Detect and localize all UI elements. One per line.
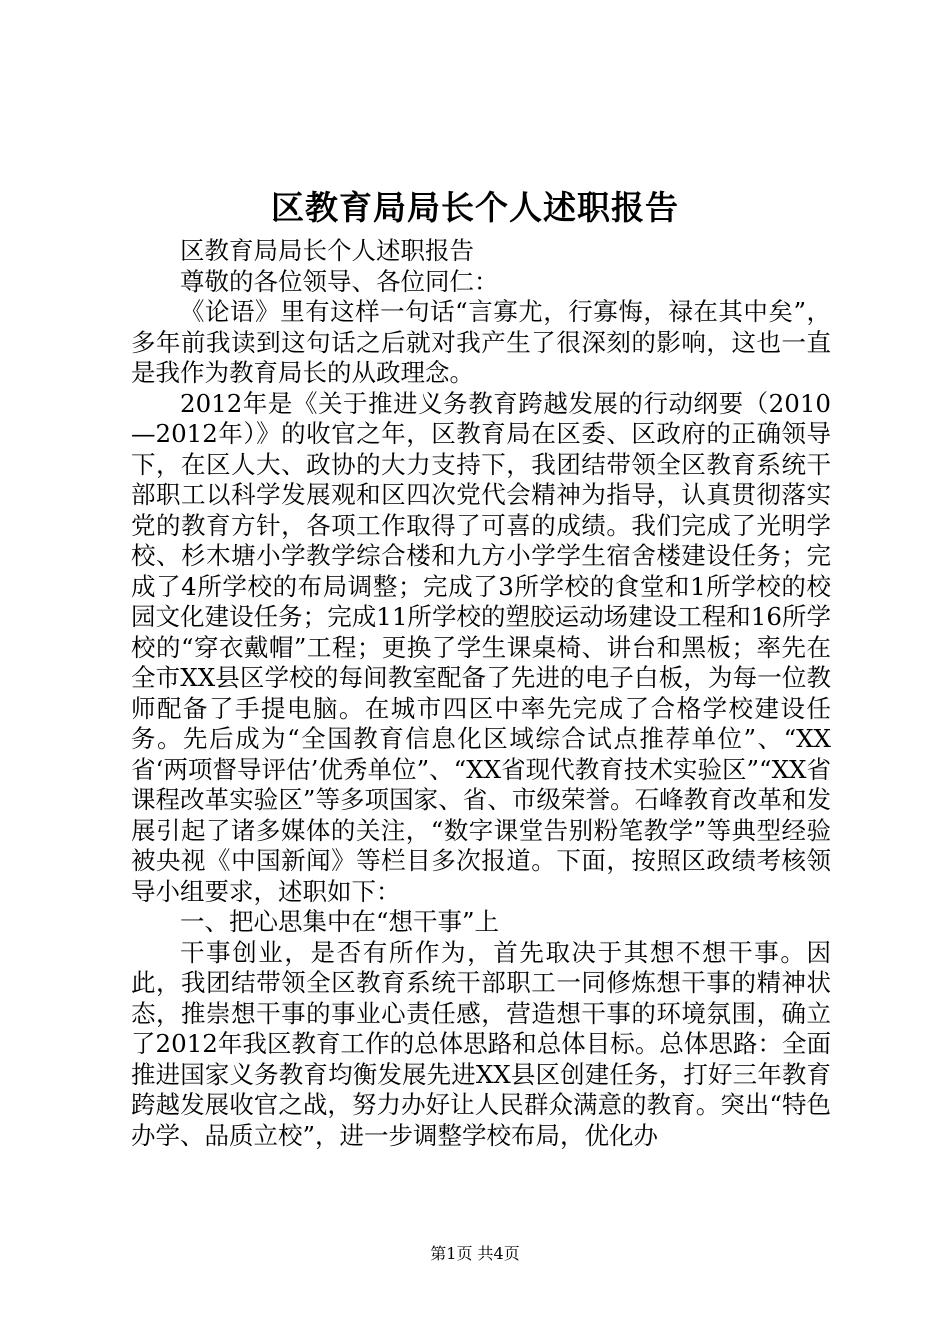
subtitle-paragraph: 区教育局局长个人述职报告 bbox=[180, 236, 474, 265]
page-footer: 第1页 共4页 bbox=[430, 1244, 520, 1263]
body-paragraph: 《论语》里有这样一句话“言寡尤，行寡悔，禄在其中矣”，多年前我读到这句话之后就对我产生了很深刻的影响，这也一直是我作为教育局长的从政理念。 bbox=[131, 297, 831, 387]
body-paragraph: 2012年是《关于推进义务教育跨越发展的行动纲要（2010—2012年）》的收官之年，区教育局在区委、区政府的正确领导下，在区人大、政协的大力支持下，我团结带领全区教育系统干部职工以科学发展观和区四次党代会精神为指导，认真贯彻落实党的教育方针，各项工作取得了可喜的成绩。我们完成了光明学校、杉木塘小学教学综合楼和九方小学学生宿舍楼建设任务；完成了4所学校的布局调整；完成了3所学校的食堂和1所学校的校园文化建设任务；完成11所学校的塑胶运动场建设工程和16所学校的“穿衣戴帽”工程；更换了学生课桌椅、讲台和黑板；率先在全市XX县区学校的每间教室配备了先进的电子白板，为每一位教师配备了手提电脑。在城市四区中率先完成了合格学校建设任务。先后成为“全国教育信息化区域综合试点推荐单位”、“XX省‘两项督导评估’优秀单位”、“XX省现代教育技术实验区”“XX省课程改革实验区”等多项国家、省、市级荣誉。石峰教育改革和发展引起了诸多媒体的关注，“数字课堂告别粉笔教学”等典型经验被央视《中国新闻》等栏目多次报道。下面，按照区政绩考核领导小组要求，述职如下： bbox=[131, 388, 831, 906]
salutation-paragraph: 尊敬的各位领导、各位同仁： bbox=[180, 266, 499, 296]
section-heading: 一、把心思集中在“想干事”上 bbox=[180, 907, 500, 936]
document-title: 区教育局局长个人述职报告 bbox=[271, 188, 679, 227]
body-paragraph: 干事创业，是否有所作为，首先取决于其想不想干事。因此，我团结带领全区教育系统干部职工一同修炼想干事的精神状态，推崇想干事的事业心责任感，营造想干事的环境氛围，确立了2012年我区教育工作的总体思路和总体目标。总体思路：全面推进国家义务教育均衡发展先进XX县区创建任务，打好三年教育跨越发展收官之战，努力办好让人民群众满意的教育。突出“特色办学、品质立校”，进一步调整学校布局，优化办 bbox=[131, 937, 831, 1150]
document-body bbox=[131, 236, 831, 1151]
